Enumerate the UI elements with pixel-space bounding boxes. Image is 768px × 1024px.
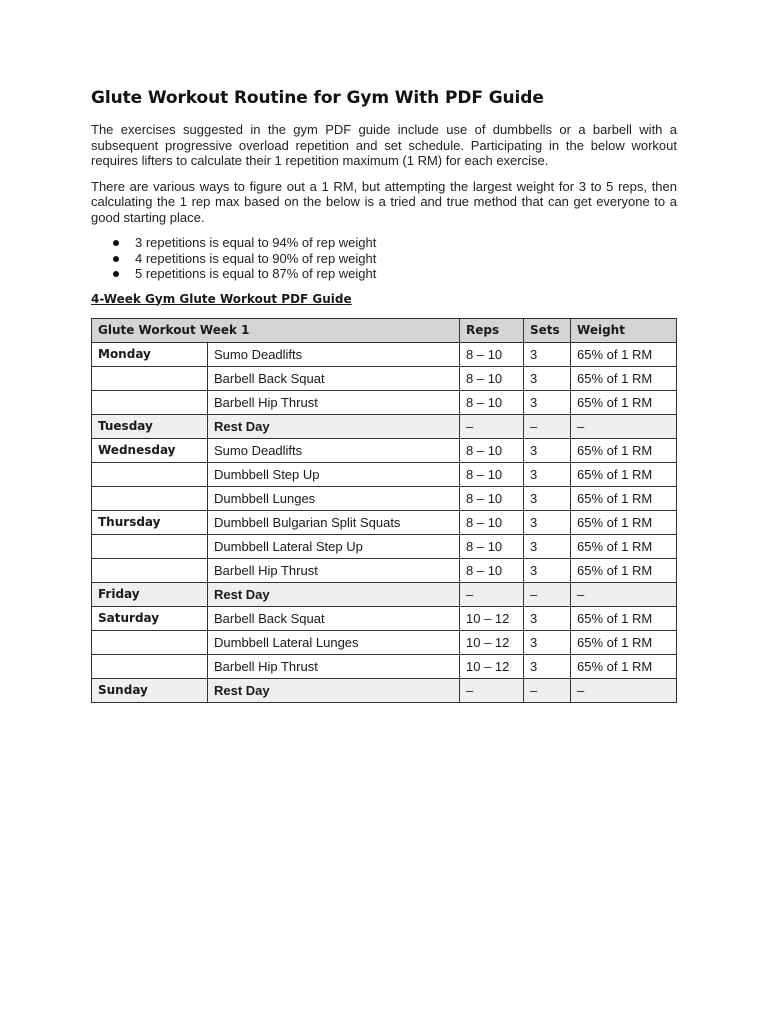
reps-cell: 8 – 10 bbox=[460, 486, 524, 510]
reps-cell: 8 – 10 bbox=[460, 438, 524, 462]
weight-cell: 65% of 1 RM bbox=[571, 366, 677, 390]
exercise-cell: Barbell Back Squat bbox=[208, 366, 460, 390]
list-item bbox=[113, 266, 677, 282]
day-cell bbox=[92, 390, 208, 414]
list-item bbox=[113, 235, 677, 251]
workout-table bbox=[91, 318, 677, 703]
exercise-cell: Sumo Deadlifts bbox=[208, 438, 460, 462]
day-cell bbox=[92, 558, 208, 582]
table-header-row bbox=[92, 318, 677, 342]
exercise-cell: Rest Day bbox=[208, 582, 460, 606]
table-row bbox=[92, 534, 677, 558]
table-body bbox=[92, 342, 677, 702]
table-row bbox=[92, 654, 677, 678]
sets-cell: 3 bbox=[524, 390, 571, 414]
day-cell bbox=[92, 486, 208, 510]
sets-cell: 3 bbox=[524, 630, 571, 654]
exercise-cell: Dumbbell Lunges bbox=[208, 486, 460, 510]
day-cell bbox=[92, 366, 208, 390]
weight-cell: 65% of 1 RM bbox=[571, 486, 677, 510]
day-cell: Wednesday bbox=[92, 438, 208, 462]
table-row bbox=[92, 414, 677, 438]
table-row bbox=[92, 558, 677, 582]
sets-cell: 3 bbox=[524, 462, 571, 486]
day-cell: Tuesday bbox=[92, 414, 208, 438]
day-cell: Sunday bbox=[92, 678, 208, 702]
sets-cell: – bbox=[524, 678, 571, 702]
bullet-icon bbox=[113, 256, 119, 262]
sets-cell: 3 bbox=[524, 534, 571, 558]
reps-cell: 8 – 10 bbox=[460, 390, 524, 414]
table-row bbox=[92, 678, 677, 702]
list-item bbox=[113, 251, 677, 267]
table-row bbox=[92, 486, 677, 510]
sets-cell: 3 bbox=[524, 486, 571, 510]
table-row bbox=[92, 438, 677, 462]
sets-cell: 3 bbox=[524, 366, 571, 390]
day-cell bbox=[92, 534, 208, 558]
reps-cell: 8 – 10 bbox=[460, 462, 524, 486]
column-header-sets: Sets bbox=[524, 318, 571, 342]
column-header-reps: Reps bbox=[460, 318, 524, 342]
bullet-icon bbox=[113, 271, 119, 277]
sets-cell: – bbox=[524, 582, 571, 606]
reps-cell: 8 – 10 bbox=[460, 366, 524, 390]
weight-cell: 65% of 1 RM bbox=[571, 462, 677, 486]
weight-cell: 65% of 1 RM bbox=[571, 534, 677, 558]
column-header-week: Glute Workout Week 1 bbox=[92, 318, 460, 342]
table-row bbox=[92, 582, 677, 606]
sets-cell: 3 bbox=[524, 606, 571, 630]
weight-cell: 65% of 1 RM bbox=[571, 342, 677, 366]
weight-cell: – bbox=[571, 414, 677, 438]
day-cell bbox=[92, 462, 208, 486]
exercise-cell: Dumbbell Lateral Lunges bbox=[208, 630, 460, 654]
exercise-cell: Rest Day bbox=[208, 678, 460, 702]
column-header-weight: Weight bbox=[571, 318, 677, 342]
reps-cell: 8 – 10 bbox=[460, 510, 524, 534]
table-row bbox=[92, 366, 677, 390]
reps-cell: – bbox=[460, 582, 524, 606]
reps-cell: – bbox=[460, 414, 524, 438]
intro-paragraph: The exercises suggested in the gym PDF guide include use of dumbbells or a barbell with a subsequent progressive overload repetition and set schedule. Participating in the below workout requires lifters to calculate their 1 repetition maximum (1 RM) for each exercise. bbox=[91, 122, 677, 168]
day-cell: Thursday bbox=[92, 510, 208, 534]
sets-cell: 3 bbox=[524, 342, 571, 366]
exercise-cell: Barbell Back Squat bbox=[208, 606, 460, 630]
exercise-cell: Rest Day bbox=[208, 414, 460, 438]
sets-cell: 3 bbox=[524, 558, 571, 582]
day-cell: Saturday bbox=[92, 606, 208, 630]
method-paragraph: There are various ways to figure out a 1 RM, but attempting the largest weight for 3 to 5 reps, then calculating the 1 rep max based on the below is a tried and true method that can get everyone to a good starting place. bbox=[91, 178, 677, 225]
day-cell: Monday bbox=[92, 342, 208, 366]
exercise-cell: Barbell Hip Thrust bbox=[208, 558, 460, 582]
document-content bbox=[91, 88, 677, 703]
table-row bbox=[92, 390, 677, 414]
table-heading: 4-Week Gym Glute Workout PDF Guide bbox=[91, 291, 352, 306]
exercise-cell: Dumbbell Step Up bbox=[208, 462, 460, 486]
weight-cell: 65% of 1 RM bbox=[571, 606, 677, 630]
reps-cell: 10 – 12 bbox=[460, 630, 524, 654]
weight-cell: 65% of 1 RM bbox=[571, 654, 677, 678]
bullet-icon bbox=[113, 240, 119, 246]
table-row bbox=[92, 606, 677, 630]
reps-cell: 8 – 10 bbox=[460, 558, 524, 582]
weight-cell: 65% of 1 RM bbox=[571, 438, 677, 462]
weight-cell: 65% of 1 RM bbox=[571, 510, 677, 534]
page-title: Glute Workout Routine for Gym With PDF Guide bbox=[91, 88, 544, 108]
reps-cell: 8 – 10 bbox=[460, 534, 524, 558]
exercise-cell: Barbell Hip Thrust bbox=[208, 654, 460, 678]
exercise-cell: Barbell Hip Thrust bbox=[208, 390, 460, 414]
table-row bbox=[92, 510, 677, 534]
exercise-cell: Sumo Deadlifts bbox=[208, 342, 460, 366]
weight-cell: 65% of 1 RM bbox=[571, 558, 677, 582]
reps-cell: – bbox=[460, 678, 524, 702]
table-row bbox=[92, 342, 677, 366]
exercise-cell: Dumbbell Bulgarian Split Squats bbox=[208, 510, 460, 534]
weight-cell: 65% of 1 RM bbox=[571, 390, 677, 414]
sets-cell: – bbox=[524, 414, 571, 438]
list-item-text: 5 repetitions is equal to 87% of rep weight bbox=[135, 266, 377, 281]
day-cell: Friday bbox=[92, 582, 208, 606]
day-cell bbox=[92, 654, 208, 678]
exercise-cell: Dumbbell Lateral Step Up bbox=[208, 534, 460, 558]
list-item-text: 4 repetitions is equal to 90% of rep weight bbox=[135, 250, 377, 266]
rep-conversion-list bbox=[91, 235, 677, 282]
list-item-text: 3 repetitions is equal to 94% of rep weight bbox=[135, 235, 377, 250]
weight-cell: 65% of 1 RM bbox=[571, 630, 677, 654]
reps-cell: 10 – 12 bbox=[460, 654, 524, 678]
weight-cell: – bbox=[571, 582, 677, 606]
reps-cell: 10 – 12 bbox=[460, 606, 524, 630]
weight-cell: – bbox=[571, 678, 677, 702]
table-row bbox=[92, 630, 677, 654]
sets-cell: 3 bbox=[524, 510, 571, 534]
table-row bbox=[92, 462, 677, 486]
day-cell bbox=[92, 630, 208, 654]
sets-cell: 3 bbox=[524, 654, 571, 678]
sets-cell: 3 bbox=[524, 438, 571, 462]
reps-cell: 8 – 10 bbox=[460, 342, 524, 366]
